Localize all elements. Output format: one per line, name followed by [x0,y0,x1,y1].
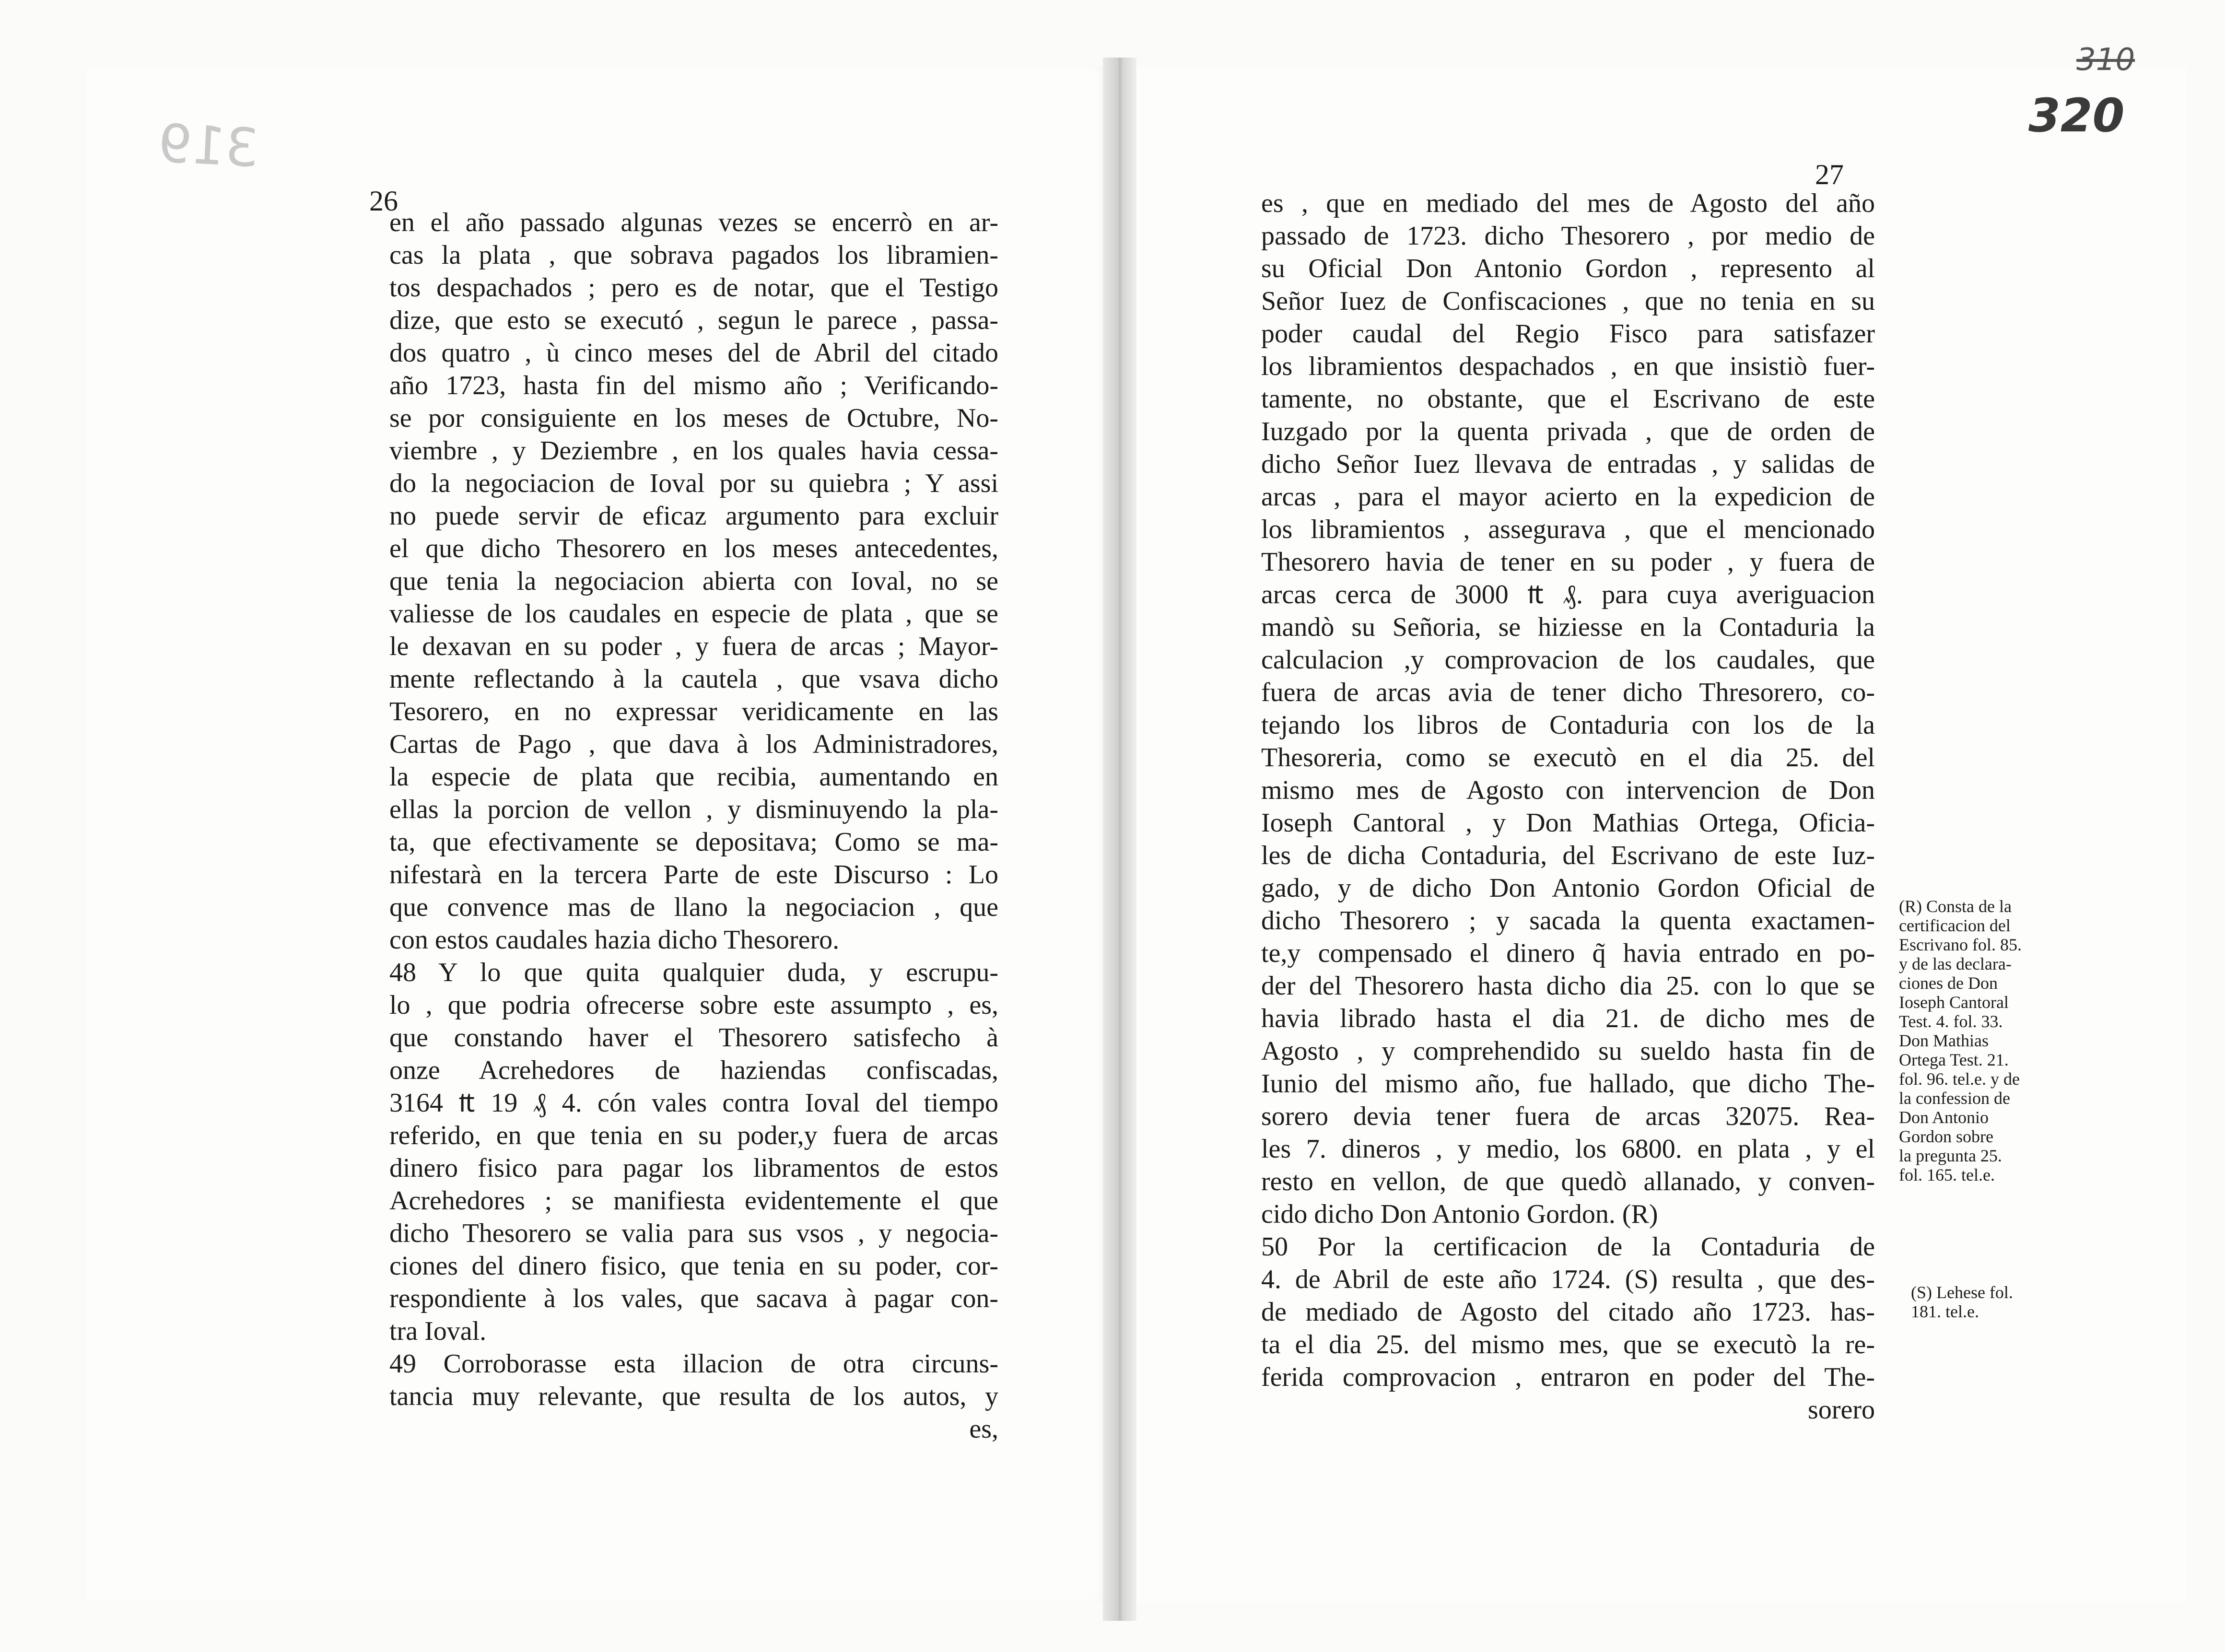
margin-note-line: Escrivano fol. 85. [1899,935,2022,954]
margin-note-line: (R) Consta de la [1899,897,2012,916]
text-line: los libramientos , assegurava , que el mencionado [1261,515,1875,544]
text-line: año 1723, hasta fin del mismo año ; Verificando- [389,371,998,400]
margin-note-line: (S) Lehese fol. [1911,1283,2013,1302]
text-line: valiesse de los caudales en especie de plata , que se [389,599,998,629]
text-line: tos despachados ; pero es de notar, que el Testigo [389,273,998,303]
text-line: Thesoreria, como se executò en el dia 25. del [1261,743,1875,773]
text-line: dicho Thesorero se valia para sus vsos , y negocia- [389,1218,998,1248]
text-line: el que dicho Thesorero en los meses antecedentes, [389,534,998,563]
margin-note-line: 181. tel.e. [1911,1302,1979,1321]
text-line: nifestarà en la tercera Parte de este Discurso : Lo [389,860,998,890]
text-line: ta el dia 25. del mismo mes, que se executò la re- [1261,1330,1875,1359]
text-line: ciones del dinero fisico, que tenia en su poder, cor- [389,1251,998,1281]
text-line: dinero fisico para pagar los libramentos de estos [389,1153,998,1183]
margin-note-line: Gordon sobre [1899,1127,1993,1146]
right-page-text [1261,187,1875,1426]
text-line: en el año passado algunas vezes se encerrò en ar- [389,208,998,237]
text-line: viembre , y Deziembre , en los quales havia cessa- [389,436,998,466]
text-line: dicho Thesorero ; y sacada la quenta exactamen- [1261,906,1875,936]
text-line: tamente, no obstante, que el Escrivano de este [1261,384,1875,414]
text-line: ferida comprovacion , entraron en poder del The- [1261,1362,1875,1392]
left-page-number: 26 [369,185,398,217]
text-line: cido dicho Don Antonio Gordon. (R) [1261,1199,1658,1229]
margin-note-line: Don Mathias [1899,1031,1989,1050]
text-line: fuera de arcas avia de tener dicho Thresorero, co- [1261,678,1875,707]
text-line: mismo mes de Agosto con intervencion de Don [1261,775,1875,805]
margin-note-line: fol. 96. tel.e. y de [1899,1069,2020,1089]
text-line: sorero devia tener fuera de arcas 32075. Rea- [1261,1101,1875,1131]
text-line: poder caudal del Regio Fisco para satisfazer [1261,319,1875,349]
text-line: ta, que efectivamente se depositava; Como se ma- [389,827,998,857]
text-line: havia librado hasta el dia 21. de dicho mes de [1261,1004,1875,1033]
text-line: onze Acrehedores de haziendas confiscadas, [389,1055,998,1085]
text-line: 48 Y lo que quita qualquier duda, y escrupu- [389,958,998,987]
text-line: tejando los libros de Contaduria con los de la [1261,710,1875,740]
catchword: sorero [1808,1395,1875,1425]
text-line: Ioseph Cantoral , y Don Mathias Ortega, Oficia- [1261,808,1875,838]
text-line: le dexavan en su poder , y fuera de arcas ; Mayor- [389,632,998,661]
text-line: der del Thesorero hasta dicho dia 25. con lo que se [1261,971,1875,1001]
text-line: Iuzgado por la quenta privada , que de orden de [1261,417,1875,446]
text-line: de mediado de Agosto del citado año 1723. has- [1261,1297,1875,1327]
text-line: no puede servir de eficaz argumento para excluir [389,501,998,531]
text-line: 4. de Abril de este año 1724. (S) resulta , que des- [1261,1265,1875,1294]
margin-note-line: fol. 165. tel.e. [1899,1165,1995,1184]
text-line: dos quatro , ù cinco meses del de Abril del citado [389,338,998,368]
text-line: Thesorero havia de tener en su poder , y fuera de [1261,547,1875,577]
left-page-text [389,206,998,1445]
text-line: Acrehedores ; se manifiesta evidentemente el que [389,1186,998,1216]
text-line: arcas , para el mayor acierto en la expedicion de [1261,482,1875,512]
margin-note-line: Ioseph Cantoral [1899,993,2009,1012]
margin-note-line: ciones de Don [1899,973,1998,993]
text-line: calculacion ,y comprovacion de los caudales, que [1261,645,1875,675]
text-line: 49 Corroborasse esta illacion de otra circuns- [389,1349,998,1379]
text-line: referido, en que tenia en su poder,y fuera de arcas [389,1121,998,1150]
margin-note-line: la pregunta 25. [1899,1146,2002,1165]
margin-note-r [1899,897,2033,1184]
margin-note-line: Test. 4. fol. 33. [1899,1012,2003,1031]
text-line: les 7. dineros , y medio, los 6800. en plata , y el [1261,1134,1875,1164]
text-line: resto en vellon, de que quedò allanado, y conven- [1261,1167,1875,1196]
catchword: es, [969,1414,998,1444]
text-line: dize, que esto se executó , segun le parece , passa- [389,305,998,335]
text-line: se por consiguiente en los meses de Octubre, No- [389,403,998,433]
text-line: 3164 ₶ 19 ₰ 4. cón vales contra Ioval del tiempo [389,1088,998,1118]
text-line: Agosto , y comprehendido su sueldo hasta fin de [1261,1036,1875,1066]
text-line: su Oficial Don Antonio Gordon , represento al [1261,254,1875,283]
right-page-number: 27 [1815,159,1844,190]
text-line: tra Ioval. [389,1316,487,1346]
text-line: Iunio del mismo año, fue hallado, que dicho The- [1261,1069,1875,1099]
text-line: Señor Iuez de Confiscaciones , que no tenia en su [1261,286,1875,316]
text-line: passado de 1723. dicho Thesorero , por medio de [1261,221,1875,251]
text-line: que tenia la negociacion abierta con Ioval, no se [389,566,998,596]
text-line: cas la plata , que sobrava pagados los libramien- [389,240,998,270]
margin-note-line: Don Antonio [1899,1108,1989,1127]
text-line: es , que en mediado del mes de Agosto del año [1261,188,1875,218]
margin-note-line: certificacion del [1899,916,2011,935]
text-line: lo , que podria ofrecerse sobre este assumpto , es, [389,990,998,1020]
margin-note-line: y de las declara- [1899,954,2012,973]
text-line: la especie de plata que recibia, aumentando en [389,762,998,792]
text-line: do la negociacion de Ioval por su quiebra ; Y assi [389,469,998,498]
text-line: que convence mas de llano la negociacion , que [389,892,998,922]
text-line: 50 Por la certificacion de la Contaduria de [1261,1232,1875,1262]
text-line: los libramientos despachados , en que insistiò fuer- [1261,351,1875,381]
text-line: arcas cerca de 3000 ₶ ₰. para cuya averiguacion [1261,580,1875,609]
text-line: Tesorero, en no expressar veridicamente en las [389,697,998,726]
folio-number: 320 [2028,89,2125,142]
text-line: mente reflectando à la cautela , que vsava dicho [389,664,998,694]
margin-note-line: la confession de [1899,1089,2010,1108]
margin-note-line: Ortega Test. 21. [1899,1050,2009,1069]
book-gutter [1103,58,1136,1621]
crossed-folio-number: 310 [2076,42,2135,78]
text-line: Cartas de Pago , que dava à los Administradores, [389,729,998,759]
text-line: les de dicha Contaduria, del Escrivano de este Iuz- [1261,841,1875,870]
text-line: tancia muy relevante, que resulta de los autos, y [389,1382,998,1411]
text-line: respondiente à los vales, que sacava à pagar con- [389,1284,998,1313]
mirrored-folio-number: 319 [156,112,261,179]
text-line: con estos caudales hazia dicho Thesorero. [389,925,840,955]
text-line: que constando haver el Thesorero satisfecho à [389,1023,998,1053]
text-line: dicho Señor Iuez llevava de entradas , y salidas de [1261,449,1875,479]
margin-note-s [1911,1283,2045,1321]
text-line: mandò su Señoria, se hiziesse en la Contaduria la [1261,612,1875,642]
text-line: ellas la porcion de vellon , y disminuyendo la pla- [389,795,998,824]
text-line: te,y compensado el dinero q̃ havia entrado en po- [1261,938,1875,968]
text-line: gado, y de dicho Don Antonio Gordon Oficial de [1261,873,1875,903]
